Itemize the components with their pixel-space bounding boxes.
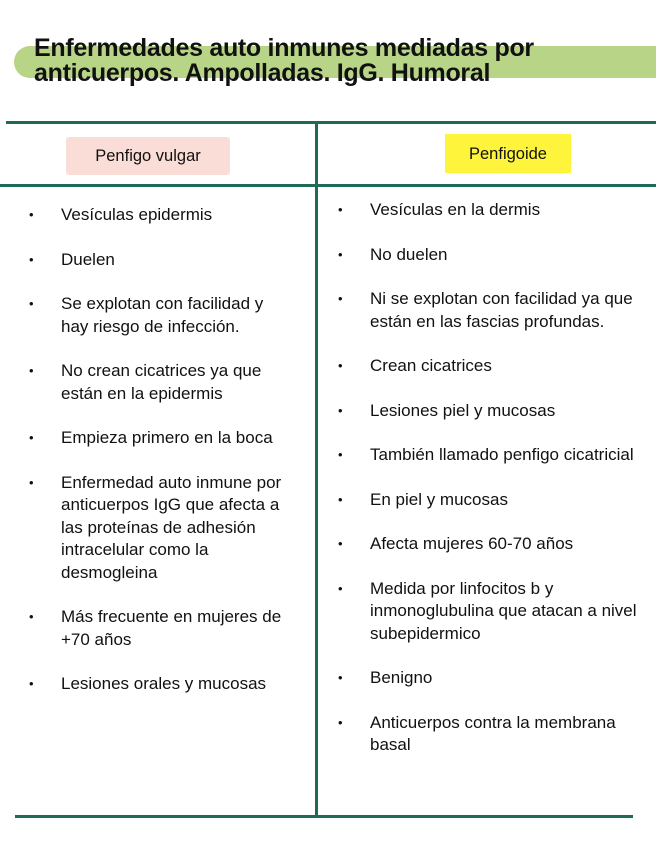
list-item: • No duelen [338,244,654,267]
list-item: • Lesiones piel y mucosas [338,400,654,423]
title-line-2: anticuerpos. Ampolladas. IgG. Humoral [34,59,491,87]
left-column-list [29,204,291,718]
list-item: • También llamado penfigo cicatricial [338,444,654,467]
list-item: • Enfermedad auto inmune por anticuerpos IgG que afecta a las proteínas de adhesión intracelular como la desmogleina [29,472,291,585]
list-item: • Ni se explotan con facilidad ya que están en las fascias profundas. [338,288,654,333]
page-title [34,36,634,86]
list-item: • Duelen [29,249,291,272]
list-item: • Afecta mujeres 60-70 años [338,533,654,556]
list-item: • Medida por linfocitos b y inmonoglubulina que atacan a nivel subepidermico [338,578,654,646]
right-column-list [338,199,654,779]
list-item: • Empieza primero en la boca [29,427,291,450]
list-item: • Lesiones orales y mucosas [29,673,291,696]
title-line-1: Enfermedades auto inmunes mediadas por [34,34,534,62]
column-divider [315,122,318,816]
table-top-rule [6,121,656,124]
list-item: • No crean cicatrices ya que están en la epidermis [29,360,291,405]
list-item: • Vesículas en la dermis [338,199,654,222]
list-item: • Benigno [338,667,654,690]
header-separator-rule [0,184,656,187]
list-item: • Más frecuente en mujeres de +70 años [29,606,291,651]
column-header-penfigo-vulgar: Penfigo vulgar [66,137,230,175]
list-item: • Se explotan con facilidad y hay riesgo de infección. [29,293,291,338]
list-item: • Vesículas epidermis [29,204,291,227]
list-item: • Anticuerpos contra la membrana basal [338,712,654,757]
column-header-penfigoide: Penfigoide [445,134,571,173]
table-bottom-rule [15,815,633,818]
list-item: • En piel y mucosas [338,489,654,512]
list-item: • Crean cicatrices [338,355,654,378]
